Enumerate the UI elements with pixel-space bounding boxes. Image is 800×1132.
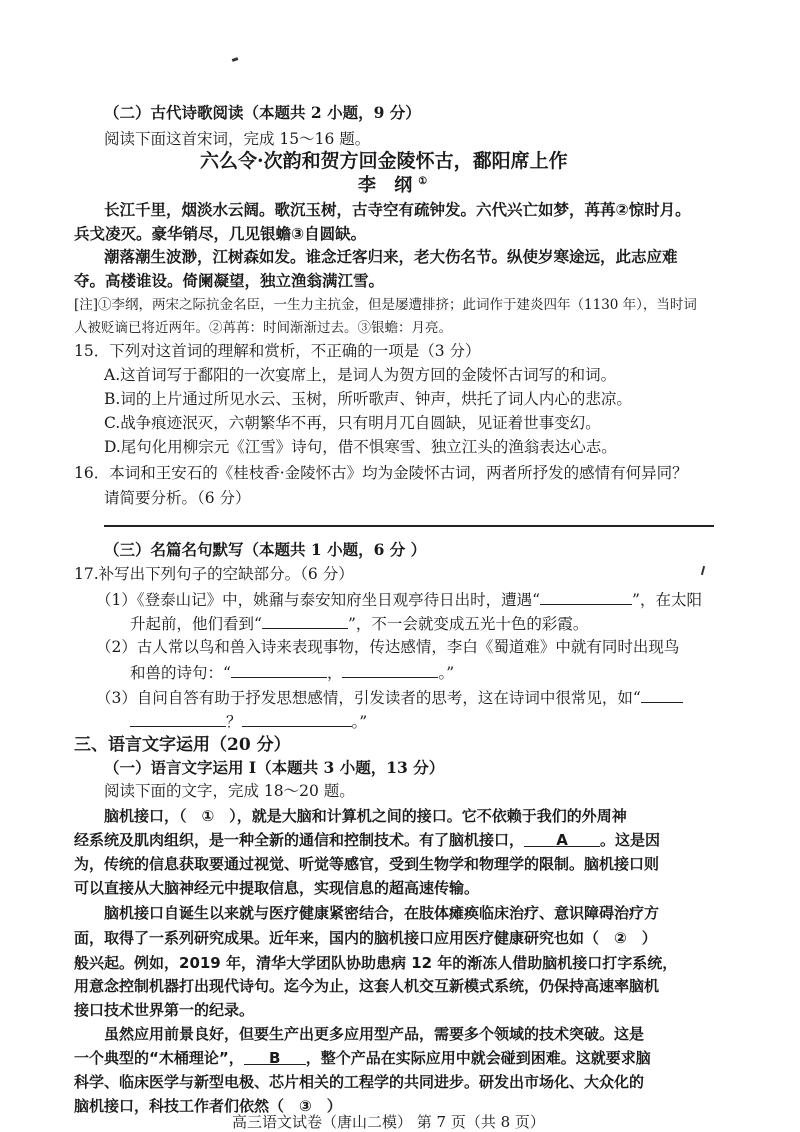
passage-line: 经系统及肌肉组织，是一种全新的通信和控制技术。有了脑机接口， A 。这是因 — [74, 831, 661, 849]
q17-stem: 17.补写出下列句子的空缺部分。（6 分） — [74, 565, 354, 583]
q15-option-c: C.战争痕迹泯灭，六朝繁华不再，只有明月兀自圆缺，见证着世事变幻。 — [104, 414, 601, 432]
passage-line: 般兴起。例如，2019 年，清华大学团队协助患病 12 年的渐冻人借助脑机接口打字系统， — [74, 954, 678, 972]
passage-line: 脑机接口，科技工作者们依然（ ③ ） — [74, 1097, 342, 1115]
q17-item3: （3）自问自答有助于抒发思想感情，引发读者的思考，这在诗词中很常见，如“ — [96, 686, 683, 708]
answer-blank[interactable] — [242, 710, 352, 727]
poem-note: 人被贬谪已将近两年。②苒苒：时间渐渐过去。③银蟾：月亮。 — [74, 320, 452, 336]
section2-instruction: 阅读下面这首宋词，完成 15～16 题。 — [104, 130, 371, 148]
passage-line: 可以直接从大脑神经元中提取信息，实现信息的超高速传输。 — [74, 879, 480, 897]
q17-item1: （1）《登泰山记》中，姚鼐与泰安知府坐日观亭待日出时，遭遇“ ”，在太阳 — [96, 588, 702, 610]
scan-mark — [232, 57, 239, 62]
passage-line: 一个典型的“木桶理论”， B ，整个产品在实际应用中就会碰到困难。这就要求脑 — [74, 1049, 651, 1067]
poem-line: 长江千里，烟淡水云阔。歌沉玉树，古寺空有疏钟发。六代兴亡如梦，苒苒②惊时月。 — [104, 201, 691, 219]
part3-heading: 三、语言文字运用（20 分） — [74, 735, 291, 755]
scan-mark — [701, 566, 705, 575]
poem-line: 夺。高楼谁设。倚阑凝望，独立渔翁满江雪。 — [74, 272, 385, 290]
q15-option-d: D.尾句化用柳宗元《江雪》诗句，借不惧寒雪、独立江头的渔翁表达心志。 — [104, 438, 617, 456]
poem-note: [注]①李纲，两宋之际抗金名臣，一生力主抗金，但是屡遭排挤；此词作于建炎四年（1130 年），当时词 — [74, 297, 697, 313]
section2-heading: （二）古代诗歌阅读（本题共 2 小题，9 分） — [104, 103, 421, 122]
answer-rule — [104, 525, 714, 527]
answer-blank[interactable] — [262, 612, 348, 629]
poem-line: 兵戈凌灭。豪华销尽，几见银蟾③自圆缺。 — [74, 225, 367, 243]
q15-option-b: B.词的上片通过所见水云、玉树，所听歌声、钟声，烘托了词人内心的悲凉。 — [104, 390, 632, 408]
q17-item2-cont: 和兽的诗句：“ ， 。” — [130, 661, 454, 683]
q17-item2: （2）古人常以鸟和兽入诗来表现事物，传达感情，李白《蜀道难》中就有同时出现鸟 — [96, 638, 680, 656]
answer-blank[interactable] — [641, 686, 683, 703]
answer-blank[interactable] — [540, 588, 632, 605]
q17-item3-cont: ？ 。” — [130, 710, 367, 732]
part3-instruction: 阅读下面的文字，完成 18～20 题。 — [104, 782, 355, 800]
q16-stem-cont: 请简要分析。（6 分） — [104, 489, 251, 507]
passage-line: 虽然应用前景良好，但要生产出更多应用型产品，需要多个领域的技术突破。这是 — [104, 1025, 645, 1043]
passage-line: 脑机接口，（ ① ），就是大脑和计算机之间的接口。它不依赖于我们的外周神 — [104, 807, 627, 825]
poem-title: 六么令·次韵和贺方回金陵怀古，鄱阳席上作 — [200, 150, 568, 172]
passage-line: 科学、临床医学与新型电极、芯片相关的工程学的共同进步。研发出市场化、大众化的 — [74, 1073, 645, 1091]
part3-subheading: （一）语言文字运用 Ⅰ（本题共 3 小题，13 分） — [104, 758, 445, 777]
q16-stem: 16．本词和王安石的《桂枝香·金陵怀古》均为金陵怀古词，两者所抒发的感情有何异同？ — [74, 464, 688, 482]
passage-line: 脑机接口自诞生以来就与医疗健康紧密结合，在肢体瘫痪临床治疗、意识障碍治疗方 — [104, 904, 660, 922]
answer-blank[interactable] — [130, 710, 226, 727]
passage-line: 面，取得了一系列研究成果。近年来，国内的脑机接口应用医疗健康研究也如（ ② ） — [74, 929, 657, 947]
poem-line: 潮落潮生波渺，江树森如发。谁念迁客归来，老大伤名节。纵使岁寒途远，此志应难 — [104, 248, 678, 266]
answer-blank[interactable] — [231, 661, 327, 678]
passage-line: 接口技术世界第一的纪录。 — [74, 1001, 255, 1019]
answer-blank[interactable] — [342, 661, 438, 678]
section3-heading: （三）名篇名句默写（本题共 1 小题，6 分 ） — [104, 540, 427, 559]
blank-b[interactable]: B — [244, 1048, 306, 1065]
poem-author: 李 纲① — [358, 175, 428, 196]
blank-a[interactable]: A — [524, 830, 600, 847]
q17-item1-cont: 升起前，他们看到“ ”，不一会就变成五光十色的彩霞。 — [130, 612, 588, 634]
page-footer: 高三语文试卷（唐山二模） 第 7 页（共 8 页） — [232, 1113, 545, 1131]
passage-line: 用意念控制机器打出现代诗句。迄今为止，这套人机交互新模式系统，仍保持高速率脑机 — [74, 977, 660, 995]
q15-option-a: A.这首词写于鄱阳的一次宴席上，是词人为贺方回的金陵怀古词写的和词。 — [104, 366, 617, 384]
q15-stem: 15．下列对这首词的理解和赏析，不正确的一项是（3 分） — [74, 342, 481, 360]
passage-line: 为，传统的信息获取要通过视觉、听觉等感官，受到生物学和物理学的限制。脑机接口则 — [74, 855, 660, 873]
